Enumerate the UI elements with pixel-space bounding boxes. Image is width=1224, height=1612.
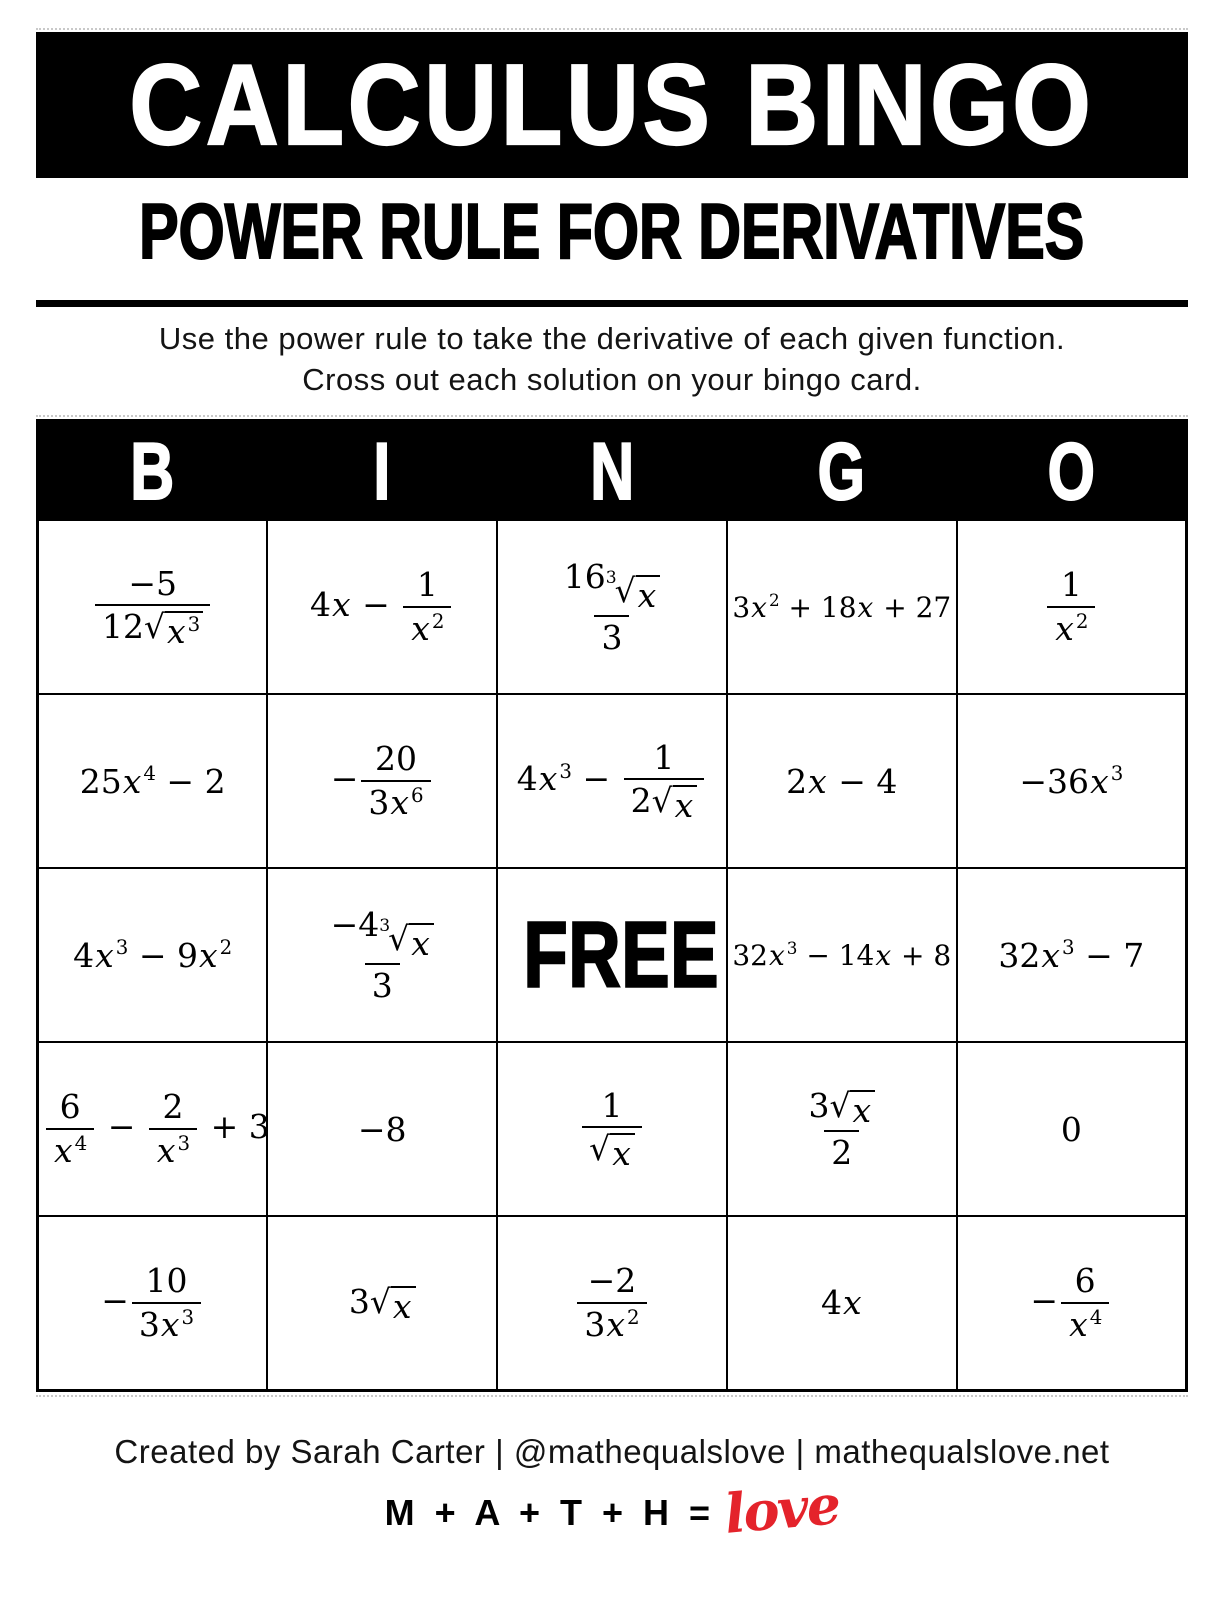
math-expression: 3 √ x [349, 1282, 416, 1321]
free-space-label: FREE [523, 902, 720, 1007]
math-expression: $\frac{6}{x ^4}$ − $\frac{2}{x ^3}$ + 3 [43, 1107, 270, 1146]
bingo-cell-r2c5 [957, 694, 1187, 868]
bingo-cell-r4c4 [727, 1042, 957, 1216]
bingo-letter-b: B [130, 424, 175, 517]
math-expression: −36x $^3$ [1019, 761, 1124, 801]
math-expression: −4 3 √ x 3 [321, 933, 444, 972]
bingo-cell-r5c5 [957, 1216, 1187, 1390]
logo-prefix-text: M + A + T + H = [384, 1491, 716, 1533]
cut-line-table-bottom [36, 1395, 1188, 1397]
bingo-letter-n: N [590, 424, 634, 517]
bingo-cell-r3c2 [267, 868, 497, 1042]
bingo-cell-r2c2 [267, 694, 497, 868]
bingo-cell-r1c1 [38, 520, 268, 694]
math-equals-love-logo [36, 1471, 1188, 1546]
math-expression: − $\frac{10}{3x ^3}$ [101, 1281, 204, 1320]
cut-line-table-top [36, 415, 1188, 417]
bingo-cell-r3c5 [957, 868, 1187, 1042]
bingo-cell-r5c4 [727, 1216, 957, 1390]
math-expression: 25x $^4$ − 2 [79, 761, 226, 801]
subtitle [36, 187, 1188, 276]
bingo-cell-r3c4 [727, 868, 957, 1042]
bingo-row-2 [38, 694, 1187, 868]
math-expression: 4x $^3$ − 1 2 √ x [517, 759, 708, 798]
math-expression: 1 √ x [579, 1107, 645, 1146]
math-expression: 3x $^2$ + 18x + 27 [732, 590, 952, 624]
footer-credit: Created by Sarah Carter | @mathequalslove | mathequalslove.net [114, 1432, 1110, 1470]
bingo-cell-r5c1 [38, 1216, 268, 1390]
math-expression: 4x $^3$ − 9x $^2$ [73, 935, 233, 975]
math-expression: 32x $^3$ − 7 [998, 935, 1145, 975]
bingo-column-n [497, 420, 727, 520]
math-expression: 16 3 √ x 3 [554, 585, 671, 624]
bingo-column-o [957, 420, 1187, 520]
bingo-cell-r2c3 [497, 694, 727, 868]
bingo-cell-r1c2 [267, 520, 497, 694]
math-expression: 4x − $\frac{1}{x ^2}$ [310, 585, 454, 624]
bingo-column-i [267, 420, 497, 520]
math-expression: − $\frac{6}{x ^4}$ [1030, 1281, 1112, 1320]
bingo-cell-r4c3 [497, 1042, 727, 1216]
math-expression: −8 [357, 1109, 407, 1149]
math-expression: 3 √ x 2 [798, 1107, 885, 1146]
bingo-row-5 [38, 1216, 1187, 1390]
bingo-cell-r2c4 [727, 694, 957, 868]
bingo-row-1 [38, 520, 1187, 694]
bingo-cell-r3c3 [497, 868, 727, 1042]
footer [36, 1433, 1188, 1545]
math-expression: 32x $^3$ − 14x + 8 [732, 938, 952, 972]
cut-line-top [36, 28, 1188, 30]
math-expression: −5 12 √ x $^3$ [92, 585, 213, 624]
instructions-line-1: Use the power rule to take the derivative of each given function. [158, 321, 1066, 356]
instructions [36, 319, 1188, 401]
math-expression: 4x [820, 1283, 862, 1323]
page-title: CALCULUS BINGO [129, 41, 1095, 169]
bingo-cell-r1c5 [957, 520, 1187, 694]
love-script-text: love [722, 1471, 842, 1546]
math-expression: 0 [1060, 1109, 1082, 1149]
bingo-body [38, 520, 1187, 1390]
bingo-letter-o: O [1047, 424, 1095, 517]
divider-rule [36, 300, 1188, 307]
math-expression: $\frac{-2}{3x ^2}$ [574, 1281, 649, 1320]
math-expression: − $\frac{20}{3x ^6}$ [331, 759, 434, 798]
bingo-table [36, 419, 1188, 1392]
bingo-cell-r5c2 [267, 1216, 497, 1390]
bingo-cell-r5c3 [497, 1216, 727, 1390]
bingo-cell-r1c4 [727, 520, 957, 694]
bingo-cell-r1c3 [497, 520, 727, 694]
bingo-cell-r3c1 [38, 868, 268, 1042]
bingo-cell-r4c1 [38, 1042, 268, 1216]
bingo-row-4 [38, 1042, 1187, 1216]
bingo-cell-r2c1 [38, 694, 268, 868]
math-expression: 2x − 4 [786, 761, 898, 801]
bingo-column-g [727, 420, 957, 520]
bingo-cell-r4c2 [267, 1042, 497, 1216]
bingo-letter-g: G [818, 424, 866, 517]
bingo-cell-r4c5 [957, 1042, 1187, 1216]
math-expression: $\frac{1}{x ^2}$ [1044, 585, 1098, 624]
worksheet-page [36, 28, 1188, 1545]
title-banner [36, 32, 1188, 178]
bingo-letter-i: I [373, 424, 391, 517]
bingo-header-row [38, 420, 1187, 520]
subtitle-text: POWER RULE FOR DERIVATIVES [139, 187, 1085, 276]
instructions-line-2: Cross out each solution on your bingo card. [302, 361, 922, 397]
bingo-row-3 [38, 868, 1187, 1042]
bingo-column-b [38, 420, 268, 520]
